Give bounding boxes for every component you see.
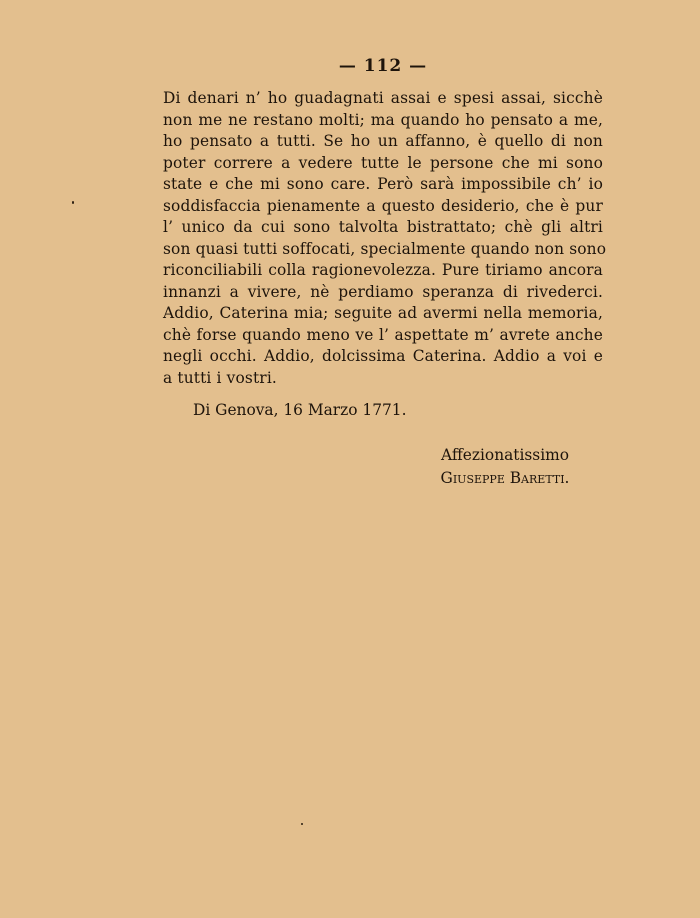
letter-line: ho pensato a tutti. Se ho un affanno, è quello di non [163, 132, 603, 150]
letter-line: poter correre a vedere tutte le persone che mi sono [163, 153, 603, 172]
signature: Giuseppe Baretti. [440, 469, 570, 487]
page-number: — 112 — [338, 56, 428, 76]
letter-line: innanzi a vivere, nè perdiamo speranza di rivederci. [163, 282, 603, 301]
letter-line: a tutti i vostri. [163, 368, 277, 387]
letter-line: Di denari n’ ho guadagnati assai e spesi assai, sicchè [163, 89, 603, 107]
letter-line: chè forse quando meno ve l’ aspettate m’ avrete anche [163, 325, 603, 344]
letter-line: state e che mi sono care. Però sarà impossibile ch’ io [163, 175, 603, 193]
letter-line: negli occhi. Addio, dolcissima Caterina. Addio a voi e [163, 347, 603, 365]
letter-line: soddisfaccia pienamente a questo desiderio, che è pur [163, 196, 603, 215]
closing-salutation: Affezionatissimo [441, 446, 569, 464]
dateline: Di Genova, 16 Marzo 1771. [193, 401, 407, 419]
letter-line: son quasi tutti soffocati, specialmente quando non sono [163, 239, 607, 258]
letter-line: riconciliabili colla ragionevolezza. Pure tiriamo ancora [163, 261, 603, 279]
paper-speck [72, 201, 74, 204]
letter-line: non me ne restano molti; ma quando ho pensato a me, [163, 110, 603, 129]
letter-line: Addio, Caterina mia; seguite ad avermi nella memoria, [163, 304, 603, 322]
closing-block [430, 444, 580, 490]
letter-body [163, 88, 607, 389]
paper-speck [301, 823, 303, 825]
letter-line: l’ unico da cui sono talvolta bistrattato; chè gli altri [163, 218, 603, 236]
